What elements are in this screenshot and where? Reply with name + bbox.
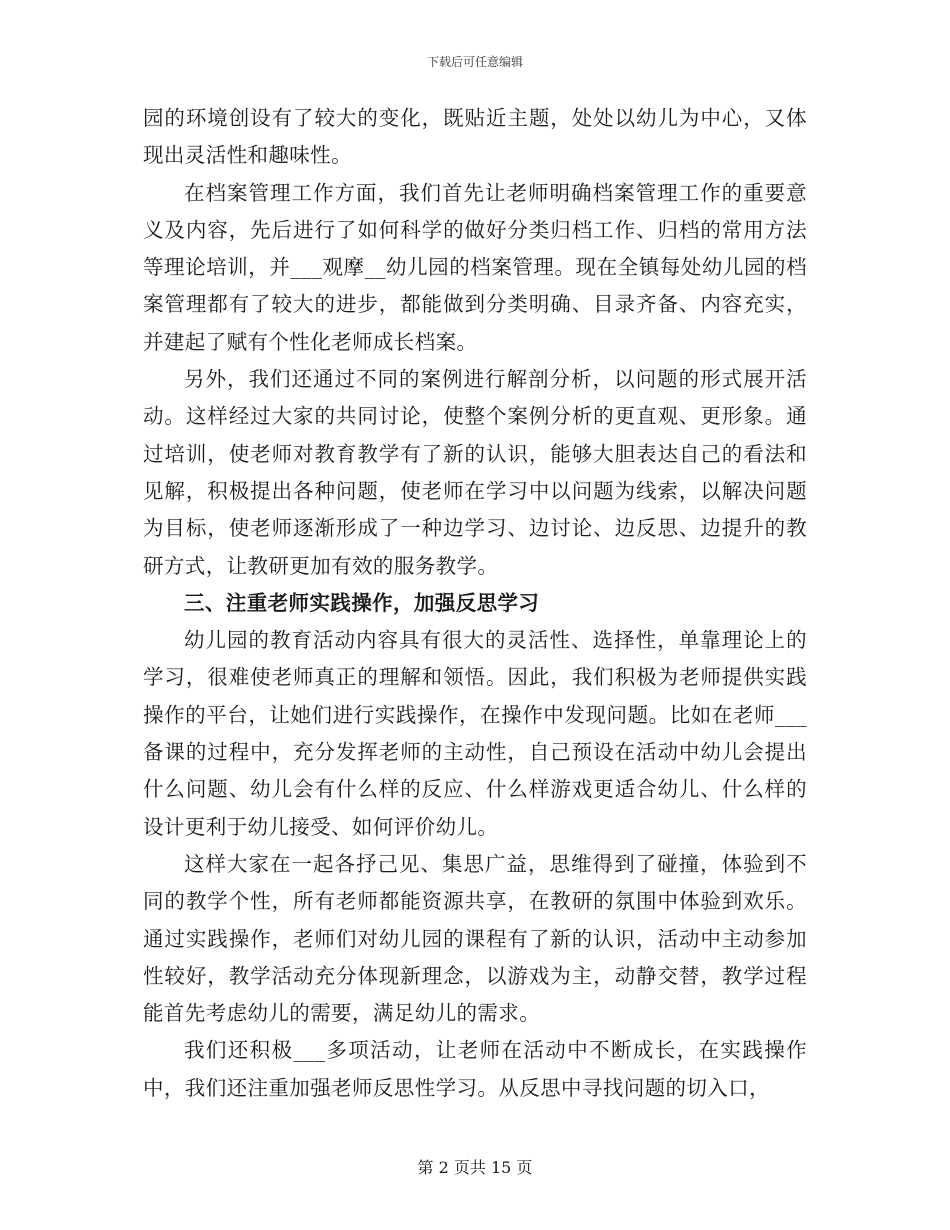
paragraph-practice: 幼儿园的教育活动内容具有很大的灵活性、选择性，单靠理论上的学习，很难使老师真正的理解和领悟。因此，我们积极为老师提供实践操作的平台，让她们进行实践操作，在操作中发现问题。比如在老师___备课的过程中，充分发挥老师的主动性，自己预设在活动中幼儿会提出什么问题、幼儿会有什么样的反应、什么样游戏更适合幼儿、什么样的设计更利于幼儿接受、如何评价幼儿。 bbox=[143, 628, 807, 839]
paragraph-collaboration: 这样大家在一起各抒己见、集思广益，思维得到了碰撞，体验到不同的教学个性，所有老师都能资源共享，在教研的氛围中体验到欢乐。通过实践操作，老师们对幼儿园的课程有了新的认识，活动中主动参加性较好，教学活动充分体现新理念，以游戏为主，动静交替，教学过程能首先考虑幼儿的需要，满足幼儿的需求。 bbox=[143, 851, 807, 1026]
paragraph-continued: 园的环境创设有了较大的变化，既贴近主题，处处以幼儿为中心，又体现出灵活性和趣味性。 bbox=[143, 106, 807, 168]
page-footer: 第 2 页共 15 页 bbox=[417, 1158, 533, 1177]
paragraph-case-analysis: 另外，我们还通过不同的案例进行解剖分析，以问题的形式展开活动。这样经过大家的共同讨论，使整个案例分析的更直观、更形象。通过培训，使老师对教育教学有了新的认识，能够大胆表达自己的看法和见解，积极提出各种问题，使老师在学习中以问题为线索，以解决问题为目标，使老师逐渐形成了一种边学习、边讨论、边反思、边提升的教研方式，让教研更加有效的服务教学。 bbox=[143, 367, 807, 578]
page-header: 下载后可任意编辑 bbox=[426, 55, 523, 69]
section-heading: 三、注重老师实践操作，加强反思学习 bbox=[184, 590, 540, 615]
paragraph-archive-management: 在档案管理工作方面，我们首先让老师明确档案管理工作的重要意义及内容，先后进行了如何科学的做好分类归档工作、归档的常用方法等理论培训，并___观摩__幼儿园的档案管理。现在全镇每处幼儿园的档案管理都有了较大的进步，都能做到分类明确、目录齐备、内容充实，并建起了赋有个性化老师成长档案。 bbox=[143, 180, 807, 354]
document-body bbox=[143, 100, 807, 1107]
paragraph-reflection: 我们还积极___多项活动，让老师在活动中不断成长，在实践操作中，我们还注重加强老师反思性学习。从反思中寻找问题的切入口， bbox=[143, 1038, 807, 1100]
